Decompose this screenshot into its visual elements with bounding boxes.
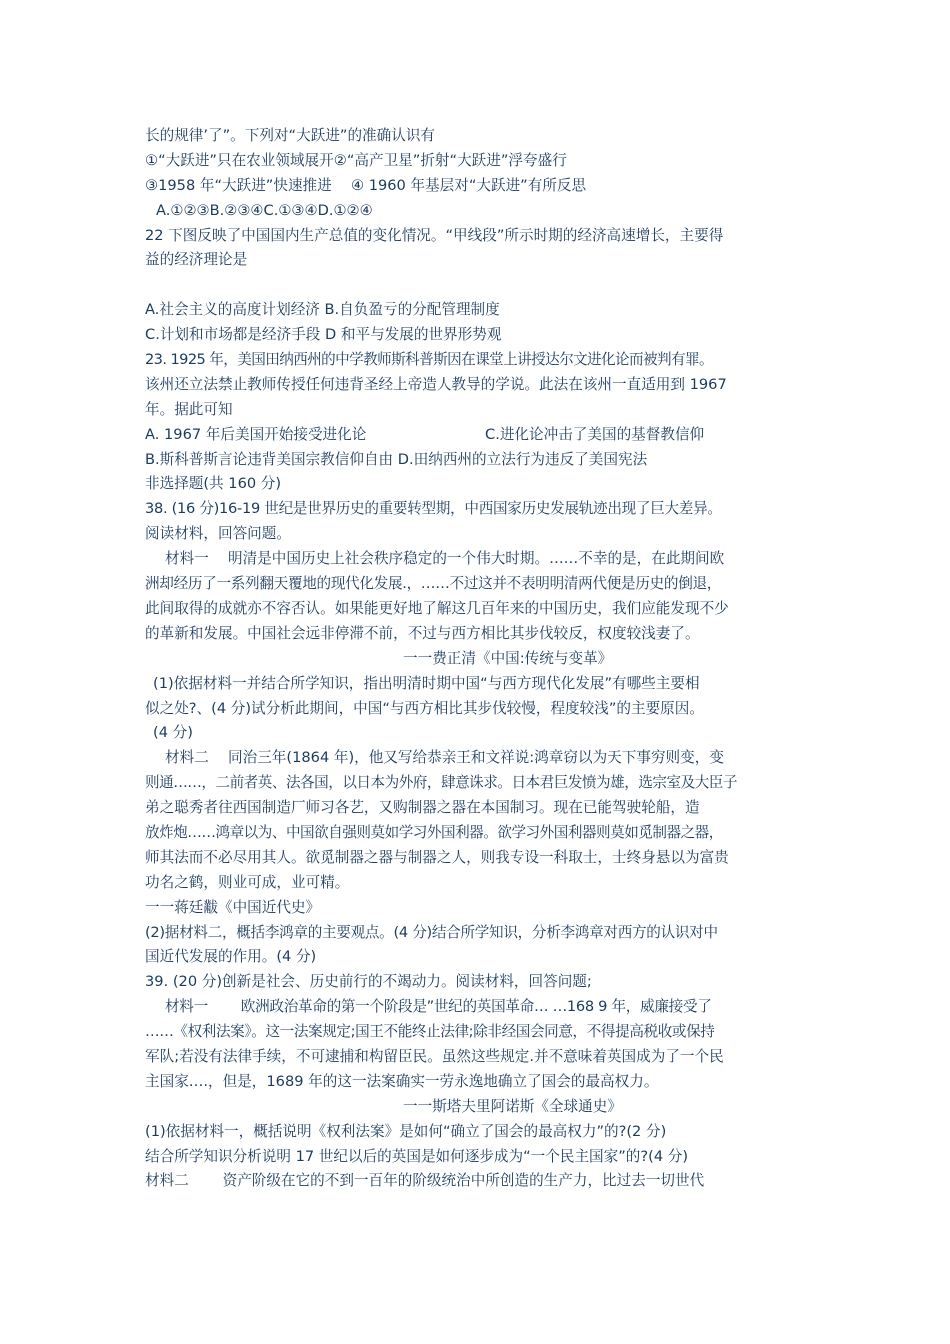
- text-line: 年。据此可知: [145, 400, 233, 418]
- question-options: [145, 423, 825, 448]
- source-citation: 一一斯塔夫里阿诺斯《全球通史》: [403, 1097, 622, 1115]
- document-page: [145, 124, 825, 1194]
- question-options: A.①②③B.②③④C.①③④D.①②④: [156, 201, 373, 219]
- material-text: 材料一 欧洲政治革命的第一个阶段是”世纪的英国革命… …168 9 年，威廉接受了: [165, 998, 712, 1016]
- question-options: A.社会主义的高度计划经济 B.自负盈亏的分配管理制度: [145, 301, 500, 319]
- sub-question: (2)据材料二，概括李鸿章的主要观点。(4 分)结合所学知识，分析李鸿章对西方的认识对中: [145, 923, 718, 941]
- question-23: 23. 1925 年，美国田纳西州的中学教师斯科普斯因在课堂上讲授达尔文进化论而被判有罪。: [145, 351, 714, 369]
- material-text: ……《权利法案》。这一法案规定;国王不能终止法律;除非经国会同意，不得提高税收或保持: [145, 1023, 715, 1041]
- sub-question: (1)依据材料一并结合所学知识，指出明清时期中国“与西方现代化发展”有哪些主要相: [153, 674, 700, 692]
- sub-question: 结合所学知识分析说明 17 世纪以后的英国是如何逐步成为“一个民主国家”的?(4 分): [145, 1147, 689, 1165]
- sub-question: 似之处?、(4 分)试分析此期间，中国“与西方相比其步伐较慢，程度较浅”的主要原因。: [145, 699, 704, 717]
- text-line: 阅读材料，回答问题。: [145, 525, 291, 543]
- material-text: 材料二 资产阶级在它的不到一百年的阶级统治中所创造的生产力，比过去一切世代: [145, 1172, 705, 1190]
- material-text: 洲却经历了一系列翻天覆地的现代化发展.，……不过这并不表明明清两代便是历史的倒退，: [145, 575, 722, 593]
- spacer: [145, 273, 825, 298]
- material-text: 师其法而不必尽用其人。欲觅制器之器与制器之人，则我专设一科取士，士终身悬以为富贵: [145, 848, 729, 866]
- material-text: 的革新和发展。中国社会远非停滞不前，不过与西方相比其步伐较反，权度较浅妻了。: [145, 624, 700, 642]
- material-text: 弟之聪秀者往西国制造厂师习各艺，又购制器之器在本国制习。现在已能驾驶轮船，造: [145, 799, 700, 817]
- text-line: ①“大跃进”只在农业领域展开②“高产卫星”折射“大跃进”浮夸盛行: [145, 151, 567, 169]
- question-38: 38. (16 分)16-19 世纪是世界历史的重要转型期，中西国家历史发展轨迹出现了巨大差异。: [145, 500, 722, 518]
- source-citation: 一一蒋廷黻《中国近代史》: [145, 898, 321, 916]
- material-text: 主国家….，但是，1689 年的这一法案确实一劳永逸地确立了国会的最高权力。: [145, 1072, 659, 1090]
- sub-question: 国近代发展的作用。(4 分): [145, 948, 317, 966]
- material-text: 材料二 同治三年(1864 年)，他又写给恭亲王和文祥说:鸿章窃以为天下事穷则变，变: [165, 749, 724, 767]
- question-options: C.计划和市场都是经济手段 D 和平与发展的世界形势观: [145, 326, 502, 344]
- text-line: 该州还立法禁止教师传授任何违背圣经上帝造人教导的学说。此法在该州一直适用到 1967: [145, 375, 727, 393]
- sub-question: (4 分): [153, 724, 193, 742]
- material-text: 军队;若没有法律手续，不可逮捕和构留臣民。虽然这些规定.并不意味着英国成为了一个民: [145, 1047, 724, 1065]
- option-c: C.进化论冲击了美国的基督教信仰: [485, 425, 705, 443]
- question-39: 39. (20 分)创新是社会、历史前行的不竭动力。阅读材料，回答问题;: [145, 973, 592, 991]
- option-a: A. 1967 年后美国开始接受进化论: [145, 425, 367, 443]
- text-line: 长的规律’了”。下列对“大跃进”的准确认识有: [145, 127, 436, 144]
- material-text: 则通……，二前者英、法各国，以日本为外府，肆意诛求。日本君巨发愤为雄，选宗室及大臣子: [145, 774, 737, 792]
- question-22: 22 下图反映了中国国内生产总值的变化情况。“甲线段”所示时期的经济高速增长，主要得: [145, 226, 724, 244]
- source-citation: 一一费正清《中国:传统与变革》: [403, 649, 613, 667]
- text-line: 益的经济理论是: [145, 251, 248, 269]
- section-heading: 非选择题(共 160 分): [145, 475, 282, 493]
- material-text: 放炸炮……鸿章以为、中国欲自强则莫如学习外国利器。欲学习外国利器则莫如觅制器之器，: [145, 823, 723, 841]
- material-text: 材料一 明清是中国历史上社会秩序稳定的一个伟大时期。……不幸的是，在此期间欧: [165, 550, 725, 568]
- sub-question: (1)依据材料一，概括说明《权利法案》是如何“确立了国会的最高权力”的?(2 分): [145, 1122, 667, 1140]
- text-line: ③1958 年“大跃进”快速推进 ④ 1960 年基层对“大跃进”有所反思: [145, 176, 587, 194]
- question-options: B.斯科普斯言论违背美国宗教信仰自由 D.田纳西州的立法行为违反了美国宪法: [145, 450, 648, 468]
- material-text: 功名之鹤，则业可成，业可精。: [145, 873, 350, 891]
- material-text: 此间取得的成就亦不容否认。如果能更好地了解这几百年来的中国历史，我们应能发现不少: [145, 599, 729, 617]
